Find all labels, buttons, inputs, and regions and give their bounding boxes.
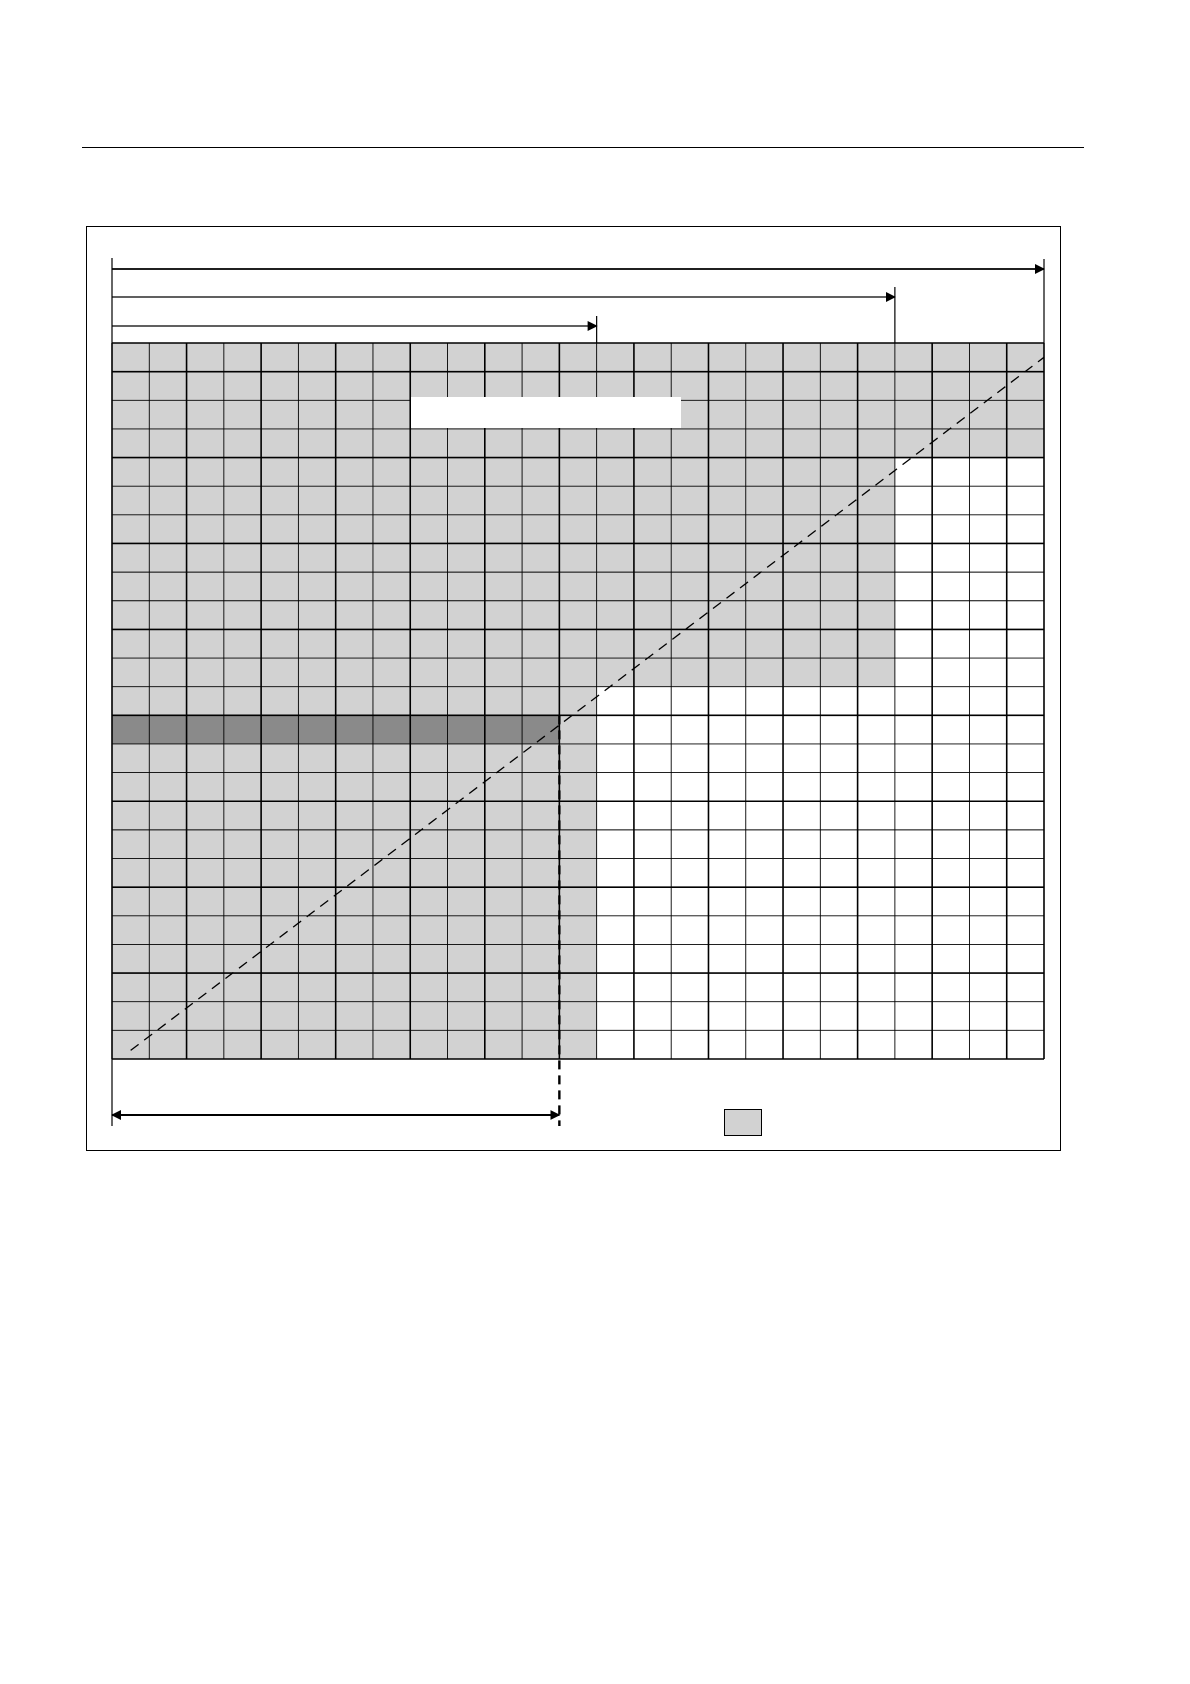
legend-swatch (724, 1109, 762, 1136)
shaded-regions (112, 343, 1044, 1059)
grid-label-box (411, 397, 681, 428)
